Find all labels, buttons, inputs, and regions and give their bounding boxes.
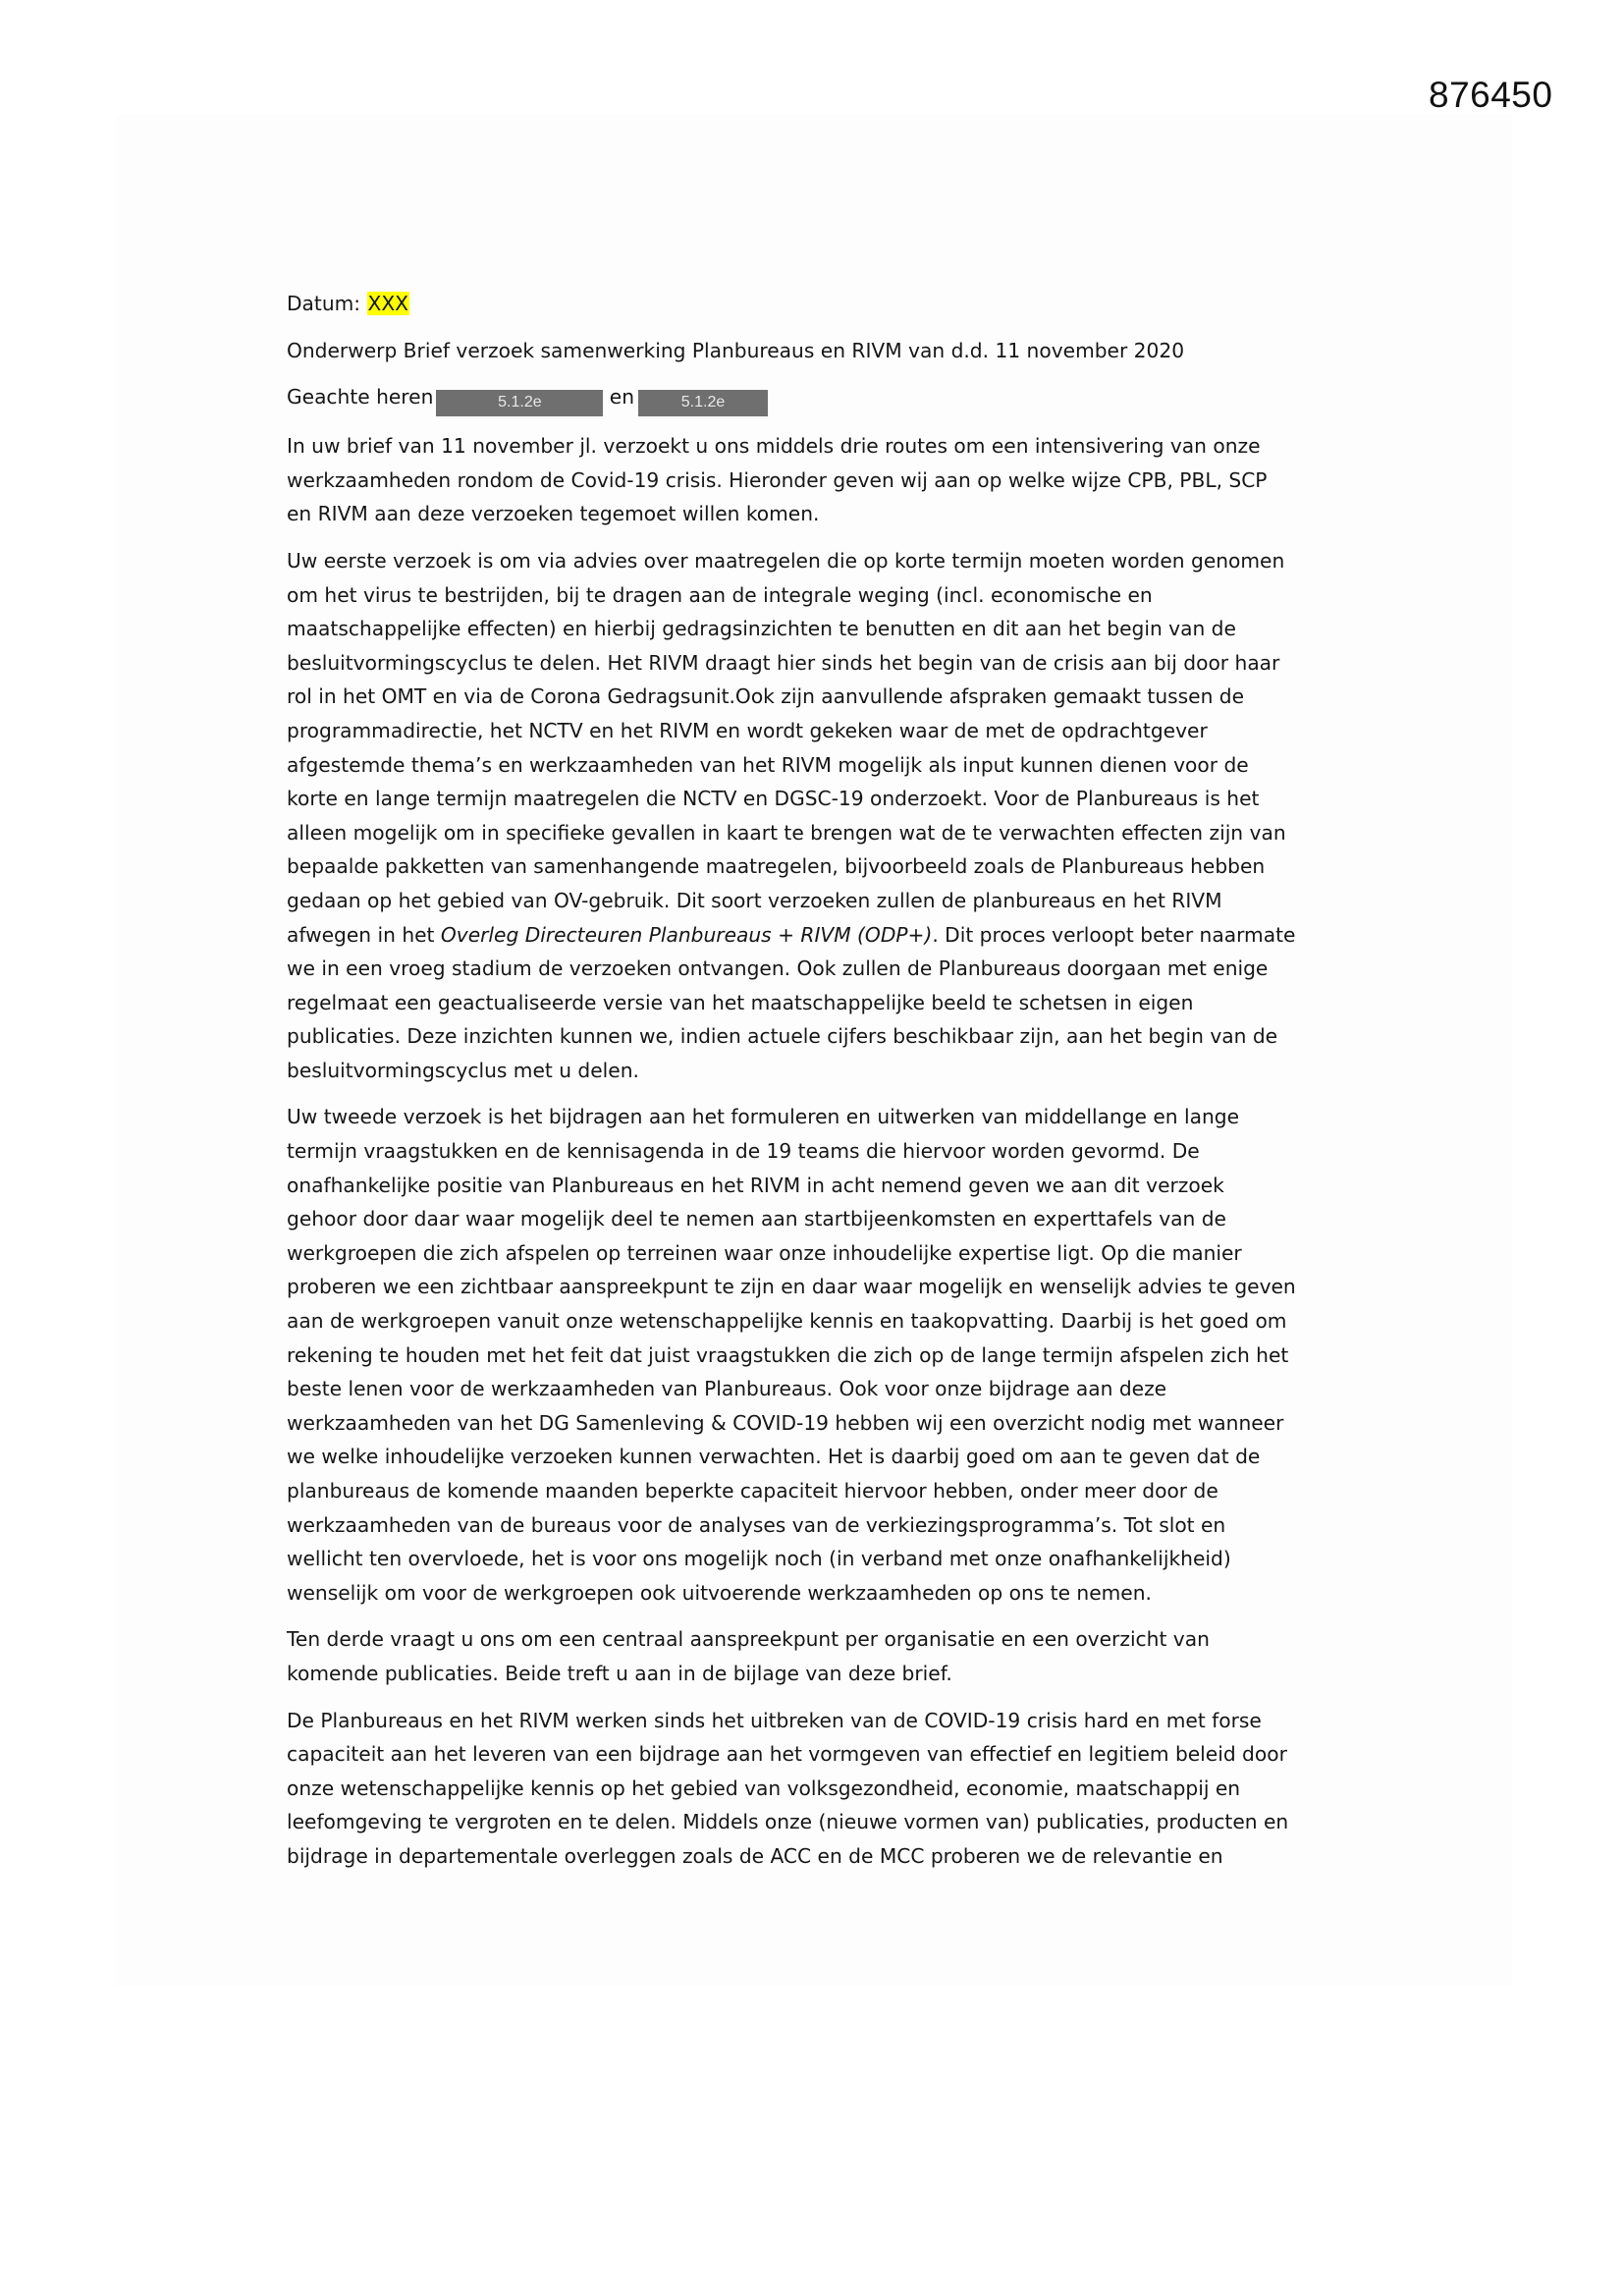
text-line: rekening te houden met het feit dat juist vraagstukken die zich op de lange termijn afspelen zich het	[287, 1342, 1289, 1367]
text-segment: . Dit proces verloopt beter naarmate	[932, 922, 1296, 947]
text-line: maatschappelijke effecten) en hierbij gedragsinzichten te benutten en dit aan het begin van de	[287, 617, 1236, 641]
text-line: besluitvormingscyclus te delen. Het RIVM draagt hier sinds het begin van de crisis aan bij door haar	[287, 650, 1280, 675]
text-line: alleen mogelijk om in specifieke gevallen in kaart te brengen wat de te verwachten effecten zijn van	[287, 820, 1286, 845]
salutation-row	[287, 380, 1357, 416]
document-id: 876450	[1429, 75, 1553, 115]
text-line: werkzaamheden van het DG Samenleving & COVID-19 hebben wij een overzicht nodig met wanneer	[287, 1410, 1284, 1435]
text-line: capaciteit aan het leveren van een bijdrage aan het vormgeven van effectief en legitiem beleid door	[287, 1742, 1287, 1767]
paragraph-third-request	[287, 1622, 1357, 1690]
text-line: termijn vraagstukken en de kennisagenda in de 19 teams die hiervoor worden gevormd. De	[287, 1139, 1200, 1164]
text-line: komende publicaties. Beide treft u aan in de bijlage van deze brief.	[287, 1661, 952, 1685]
text-line: regelmaat een geactualiseerde versie van het maatschappelijke beeld te schetsen in eigen	[287, 990, 1194, 1014]
text-line-with-italic	[287, 918, 1357, 953]
text-line: Uw eerste verzoek is om via advies over maatregelen die op korte termijn moeten worden genomen	[287, 548, 1285, 573]
text-line: aan de werkgroepen vanuit onze wetenschappelijke kennis en taakopvatting. Daarbij is het goed om	[287, 1309, 1287, 1334]
text-line: wenselijk om voor de werkgroepen ook uitvoerende werkzaamheden op ons te nemen.	[287, 1580, 1152, 1605]
text-line: publicaties. Deze inzichten kunnen we, indien actuele cijfers beschikbaar zijn, aan het begin van de	[287, 1024, 1278, 1049]
text-line: we welke inhoudelijke verzoeken kunnen verwachten. Het is daarbij goed om aan te geven dat de	[287, 1445, 1261, 1469]
salutation-prefix: Geachte heren	[287, 385, 434, 410]
date-label: Datum:	[287, 292, 361, 315]
date-value-highlighted: XXX	[367, 292, 409, 315]
text-line: onze wetenschappelijke kennis op het gebied van volksgezondheid, economie, maatschappij en	[287, 1776, 1241, 1800]
italic-organization-name: Overleg Directeuren Planbureaus + RIVM (ODP+)	[440, 922, 933, 947]
text-line: we in een vroeg stadium de verzoeken ontvangen. Ook zullen de Planbureaus doorgaan met enige	[287, 957, 1269, 981]
text-line: om het virus te bestrijden, bij te dragen aan de integrale weging (incl. economische en	[287, 582, 1153, 607]
text-line: De Planbureaus en het RIVM werken sinds het uitbreken van de COVID-19 crisis hard en met forse	[287, 1708, 1262, 1732]
text-line: bijdrage in departementale overleggen zoals de ACC en de MCC proberen we de relevantie en	[287, 1843, 1223, 1868]
paragraph-first-request	[287, 544, 1357, 1088]
redaction-box: 5.1.2e	[436, 390, 603, 416]
text-line: beste lenen voor de werkzaamheden van Planbureaus. Ook voor onze bijdrage aan deze	[287, 1377, 1167, 1401]
text-line: gedaan op het gebied van OV-gebruik. Dit soort verzoeken zullen de planbureaus en het RIVM	[287, 888, 1222, 912]
subject-line: Onderwerp Brief verzoek samenwerking Planbureaus en RIVM van d.d. 11 november 2020	[287, 338, 1185, 362]
text-line: planbureaus de komende maanden beperkte capaciteit hiervoor hebben, onder meer door de	[287, 1479, 1218, 1503]
letter-body	[287, 287, 1357, 1886]
paragraph-intro	[287, 429, 1357, 531]
text-line: werkgroepen die zich afspelen op terreinen waar onze inhoudelijke expertise ligt. Op die manier	[287, 1240, 1242, 1265]
paragraph-second-request	[287, 1100, 1357, 1610]
text-segment: afwegen in het	[287, 922, 441, 947]
salutation-joiner: en	[609, 385, 635, 410]
text-line: rol in het OMT en via de Corona Gedragsunit.Ook zijn aanvullende afspraken gemaakt tussen de	[287, 684, 1245, 709]
text-line: proberen we een zichtbaar aanspreekpunt te zijn en daar waar mogelijk en wenselijk advies te geven	[287, 1275, 1296, 1299]
redaction-box: 5.1.2e	[638, 390, 768, 416]
text-line: In uw brief van 11 november jl. verzoekt u ons middels drie routes om een intensivering van onze	[287, 434, 1261, 459]
text-line: korte en lange termijn maatregelen die NCTV en DGSC-19 onderzoekt. Voor de Planbureaus is het	[287, 787, 1260, 811]
text-line: bepaalde pakketten van samenhangende maatregelen, bijvoorbeeld zoals de Planbureaus hebben	[287, 854, 1266, 879]
text-line: werkzaamheden van de bureaus voor de analyses van de verkiezingsprogramma’s. Tot slot en	[287, 1512, 1226, 1537]
text-line: wellicht ten overvloede, het is voor ons mogelijk noch (in verband met onze onafhankelijkheid)	[287, 1547, 1231, 1571]
text-line: en RIVM aan deze verzoeken tegemoet willen komen.	[287, 502, 820, 526]
text-line: afgestemde thema’s en werkzaamheden van het RIVM mogelijk als input kunnen dienen voor de	[287, 752, 1249, 777]
text-line: gehoor door daar waar mogelijk deel te nemen aan startbijeenkomsten en experttafels van de	[287, 1207, 1226, 1231]
date-row	[287, 287, 1357, 321]
text-line: onafhankelijke positie van Planbureaus en het RIVM in acht nemend geven we aan dit verzoek	[287, 1173, 1224, 1197]
text-line: besluitvormingscyclus met u delen.	[287, 1058, 639, 1082]
text-line: werkzaamheden rondom de Covid-19 crisis. Hieronder geven wij aan op welke wijze CPB, PBL, SCP	[287, 467, 1268, 492]
text-line: leefomgeving te vergroten en te delen. Middels onze (nieuwe vormen van) publicaties, producten en	[287, 1810, 1289, 1834]
text-line: Uw tweede verzoek is het bijdragen aan het formuleren en uitwerken van middellange en lange	[287, 1105, 1240, 1129]
text-line: programmadirectie, het NCTV en het RIVM en wordt gekeken waar de met de opdrachtgever	[287, 718, 1208, 742]
paragraph-closing	[287, 1704, 1357, 1874]
text-line: Ten derde vraagt u ons om een centraal aanspreekpunt per organisatie en een overzicht van	[287, 1627, 1210, 1652]
